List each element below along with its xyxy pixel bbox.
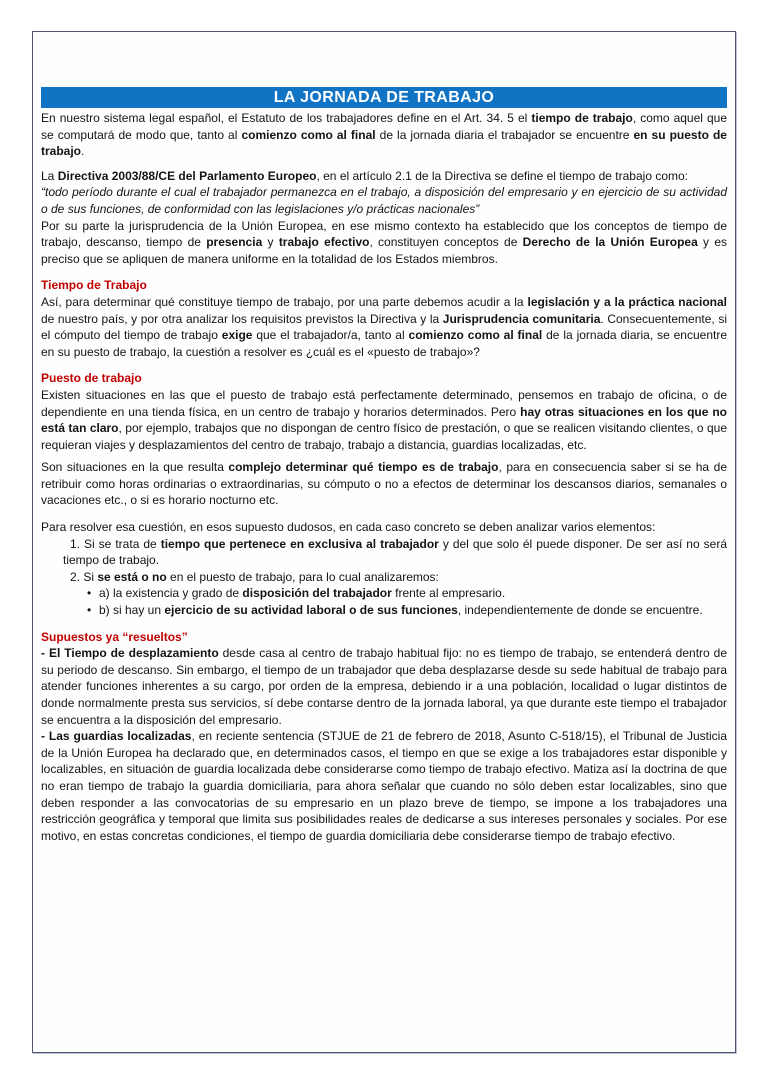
text-run: y del que solo él puede disponer. De ser así no será tiempo de trabajo. [63,536,727,568]
text-run: complejo determinar qué tiempo es de trabajo [228,460,499,475]
text-run: En nuestro sistema legal español, el Estatuto de los trabajadores define en el Art. 34. 5 el [41,111,532,125]
bullet-item-b [41,602,727,619]
text-run: , como aquel que se computará de modo que, tanto al [41,111,728,142]
text-run: tiempo de trabajo [531,111,633,125]
text-run: hay otras situaciones en los que no está tan claro [41,404,727,436]
text-run: - Las guardias localizadas [41,729,192,744]
text-run: , por ejemplo, trabajos que no dispongan de centro físico de prestación, o que se realicen visitando clientes, o que requieran viajes y desplazamientos del centro de trabajo, trabajo a distancia, guardias localizadas, etc. [41,421,727,452]
text-run: comienzo como al final [408,328,543,343]
text-run: desde casa al centro de trabajo habitual fijo: no es tiempo de trabajo, se entenderá dentro de su periodo de descanso. Sin embargo, el tiempo de un trabajador que deba desplazarse desde su sede habitual de trabajo para atender funciones inherentes a su cargo, por orden de la empresa, debiendo ir a una población, localidad o lugar distintos de donde normalmente presta sus servicios, sí debe contarse dentro de la jornada laboral, ya que durante este tiempo el trabajador se encuentra a la disposición del empresario. [41,646,728,727]
text-run: que el trabajador/a, tanto al [252,328,409,343]
text-run: Jurisprudencia comunitaria [442,311,601,326]
text-run: a) la existencia y grado de [99,586,243,601]
bullet-item-a [41,585,727,602]
text-run: - El Tiempo de desplazamiento [41,646,219,661]
text-run: y [262,235,279,250]
text-run: . Consecuentemente, si el cómputo del tiempo de trabajo [41,311,727,343]
text-run: , en reciente sentencia (STJUE de 21 de febrero de 2018, Asunto C-518/15), el Tribunal de Justicia de la Unión Europea ha declarado que, en determinados casos, el tiempo en que se exige a los trabajadores estar disponible y localizables, en situación de guardia localizada debe considerarse como tiempo de trabajo efectivo. Matiza así la doctrina de que no eran tiempo de trabajo la guardia domiciliaria, para ahora señalar que cuando no sólo deben estar localizables, sino que deben responder a las convocatorias de su empresario en un plazo breve de tiempo, se impone a los trabajadores una restricción geográfica y temporal que limita sus posibilidades reales de dedicarse a sus intereses personales y sociales. Por ese motivo, en estas concretas condiciones, el tiempo de guardia domiciliaria debe considerarse tiempo de trabajo efectivo. [41,729,727,843]
text-run: b) si hay un [99,603,165,618]
text-run: Puesto de trabajo [41,371,142,386]
doc-content [41,110,727,844]
section-heading-puesto-de-trabajo [41,370,727,387]
document-frame [32,31,736,1053]
text-run: Para resolver esa cuestión, en esos supuesto dudosos, en cada caso concreto se deben analizar varios elementos: [41,520,656,535]
text-run: de nuestro país, y por otra analizar los requisitos previstos la Directiva y la [41,311,443,326]
text-run: trabajo efectivo [278,235,370,250]
text-run: legislación y a la práctica nacional [527,294,727,309]
page-title: LA JORNADA DE TRABAJO [41,87,727,108]
text-run: en el puesto de trabajo, para lo cual analizaremos: [166,569,439,584]
text-run: La [41,168,58,183]
text-run: Supuestos ya “resueltos” [41,629,188,644]
text-run: en su puesto de trabajo [41,127,727,159]
text-run: de la jornada diaria el trabajador se encuentre [375,127,634,142]
tiempo-de-trabajo-paragraph [41,294,727,360]
section-heading-tiempo-de-trabajo [41,277,727,294]
text-run: Por su parte la jurisprudencia de la Unión Europea, en ese mismo contexto ha establecido que los conceptos de tiempo de trabajo, descanso, tiempo de [41,218,727,250]
text-run: Existen situaciones en las que el puesto de trabajo está perfectamente determinado, pensemos en trabajo de oficina, o de dependiente en una tienda física, en un centro de trabajo y horarios determinados. Pero [41,387,727,419]
text-run: presencia [206,235,263,250]
text-run: disposición del trabajador [242,586,392,601]
text-run: 1. Si se trata de [70,536,161,551]
list-item-2 [41,569,727,586]
text-run: comienzo como al final [241,127,376,142]
text-run: “todo período durante el cual el trabajador permanezca en el trabajo, a disposición del empresario y en ejercicio de su actividad o de sus funciones, de conformidad con las legislaciones y/o prácticas nacionales” [41,185,727,216]
text-run: 2. Si [70,569,98,584]
text-run: exige [221,328,253,343]
puesto-de-trabajo-paragraph [41,387,727,453]
bullet-icon: • [87,586,92,601]
situaciones-complejas-paragraph [41,459,727,509]
text-run: Así, para determinar qué constituye tiempo de trabajo, por una parte debemos acudir a la [41,294,528,309]
text-run: . [81,144,85,159]
text-run: , constituyen conceptos de [369,235,523,250]
text-run: Directiva 2003/88/CE del Parlamento Europeo [57,168,317,183]
list-item-1 [41,536,727,569]
directiva-paragraph [41,168,727,185]
text-run: , independientemente de donde se encuentre. [457,603,703,618]
guardias-localizadas-paragraph [41,728,727,844]
tiempo-desplazamiento-paragraph [41,645,727,728]
intro-paragraph [41,110,727,160]
directiva-quote [41,184,727,217]
text-run: Derecho de la Unión Europea [522,235,698,250]
text-run: , para en consecuencia saber si se ha de retribuir como horas ordinarias o extraordinarias, su cómputo o no a efectos de determinar los descansos diarios, semanales o vacaciones etc., o si es horario nocturno etc. [41,460,727,508]
section-heading-supuestos-resueltos [41,629,727,646]
para-resolver-paragraph [41,519,727,536]
bullet-icon: • [87,603,92,618]
text-run: ejercicio de su actividad laboral o de sus funciones [164,603,458,618]
text-run: de la jornada diaria, se encuentre en su puesto de trabajo, la cuestión a resolver es ¿cuál es el «puesto de trabajo»? [41,328,728,359]
text-run: frente al empresario. [391,586,506,601]
text-run: Son situaciones en la que resulta [41,460,229,475]
text-run: , en el artículo 2.1 de la Directiva se define el tiempo de trabajo como: [316,168,689,183]
text-run: tiempo que pertenece en exclusiva al trabajador [160,536,439,551]
text-run: se está o no [97,569,167,584]
jurisprudencia-paragraph [41,218,727,268]
text-run: Tiempo de Trabajo [41,278,147,293]
text-run: y es preciso que se apliquen de manera uniforme en la totalidad de los Estados miembros. [41,235,728,266]
